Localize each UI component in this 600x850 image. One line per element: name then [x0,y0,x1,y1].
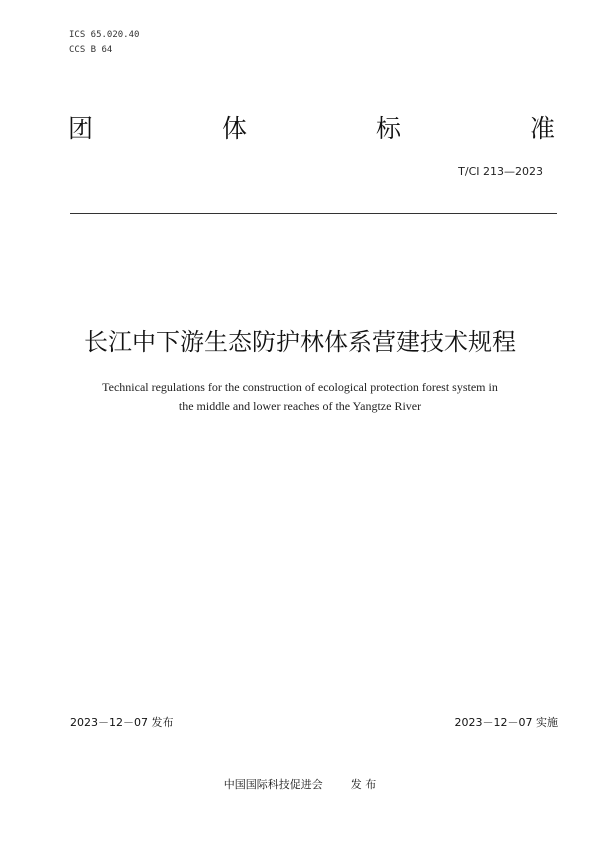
standard-type-char-1: 团 [68,114,94,143]
ics-code: ICS 65.020.40 [69,30,140,40]
issuer-name: 中国国际科技促进会 [223,778,323,791]
implementation-date: 2023－12－07 实施 [454,716,558,729]
release-date: 2023－12－07 发布 [70,716,174,729]
ccs-code: CCS B 64 [69,45,113,55]
issuer-line [0,778,600,792]
standard-type-char-4: 准 [529,114,555,143]
english-title-line-1: Technical regulations for the construction of ecological protection forest system in [102,380,498,394]
header-divider [70,213,557,214]
standard-type-heading [68,114,555,144]
english-title-line-2: the middle and lower reaches of the Yangtze River [178,399,422,413]
english-title [40,378,560,416]
classification-codes [69,28,139,58]
standard-type-char-2: 体 [221,114,247,143]
standard-number: T/CI 213—2023 [458,165,543,178]
chinese-title: 长江中下游生态防护林体系营建技术规程 [84,328,516,356]
issuer-action: 发 布 [350,778,377,791]
standard-type-char-3: 标 [375,114,401,143]
